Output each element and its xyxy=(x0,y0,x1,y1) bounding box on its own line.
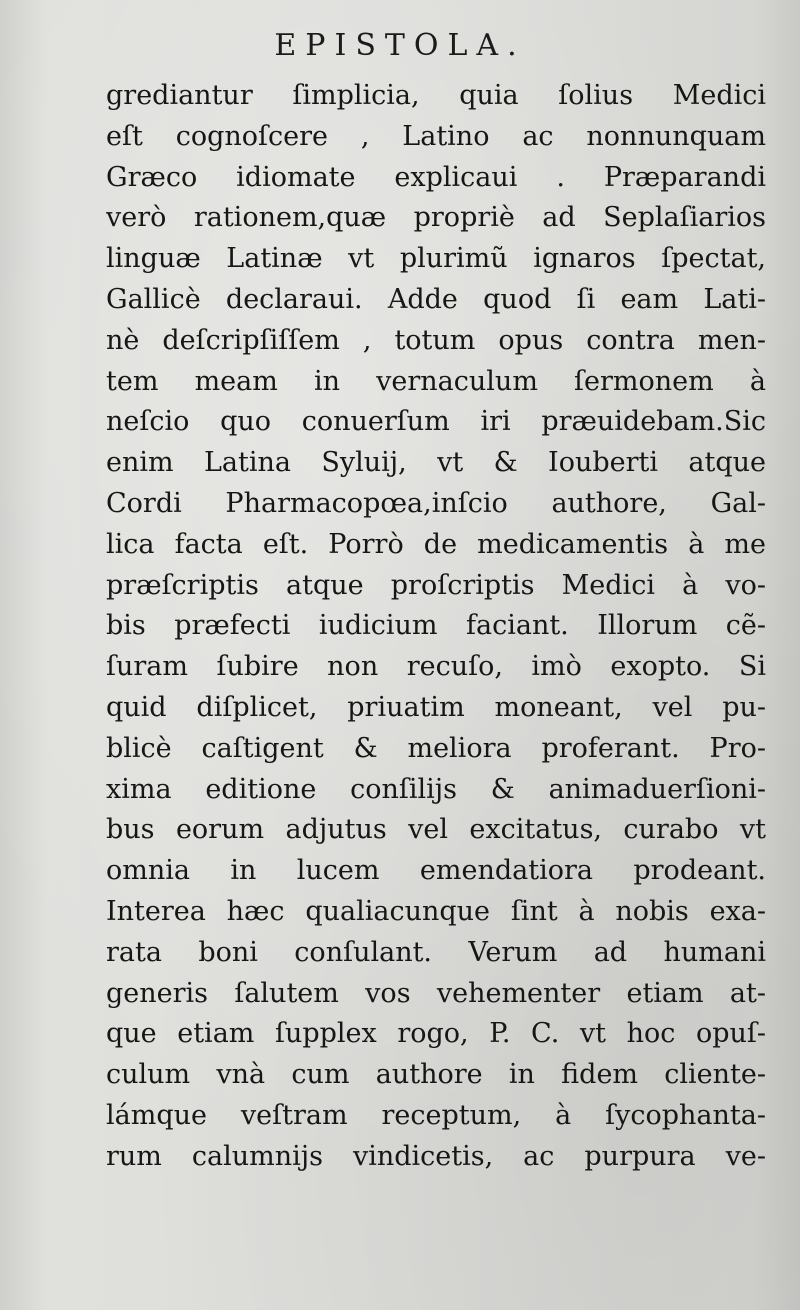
text-line: enim Latina Syluij, vt & Iouberti atque xyxy=(106,447,766,479)
text-line: lica facta eſt. Porrò de medicamentis à me xyxy=(106,528,766,560)
text-line: rum calumnijs vindicetis, ac purpura ve- xyxy=(106,1140,766,1172)
text-line: verò rationem,quæ propriè ad Seplaſiarios xyxy=(106,202,766,234)
text-line: neſcio quo conuerſum iri præuidebam.Sic xyxy=(106,406,766,438)
text-line: bus eorum adjutus vel excitatus, curabo vt xyxy=(106,814,766,846)
running-header: EPISTOLA. xyxy=(274,28,526,63)
text-line: lámque veſtram receptum, à ſycophanta- xyxy=(106,1099,766,1131)
text-line: xima editione conſilijs & animaduerſioni- xyxy=(106,773,766,805)
text-line: ſuram ſubire non recuſo, imò exopto. Si xyxy=(106,651,766,683)
text-line: que etiam ſupplex rogo, P. C. vt hoc opuſ- xyxy=(106,1018,766,1050)
text-line: nè deſcripſiſſem , totum opus contra men- xyxy=(106,324,766,356)
text-line: linguæ Latinæ vt plurimũ ignaros ſpectat, xyxy=(106,243,766,275)
text-line: bis præfecti iudicium faciant. Illorum cẽ- xyxy=(106,610,766,642)
text-line: Gallicè declaraui. Adde quod ſi eam Lati- xyxy=(106,283,766,315)
text-line: blicè caſtigent & meliora proferant. Pro- xyxy=(106,732,766,764)
text-line: eſt cognoſcere , Latino ac nonnunquam xyxy=(106,120,766,152)
text-line: præſcriptis atque proſcriptis Medici à vo- xyxy=(106,569,766,601)
text-line: generis ſalutem vos vehementer etiam at- xyxy=(106,977,766,1009)
text-line: quid diſplicet, priuatim moneant, vel pu- xyxy=(106,691,766,723)
text-line: Interea hæc qualiacunque ſint à nobis exa- xyxy=(106,895,766,927)
body-text xyxy=(106,76,766,1178)
text-line: culum vnà cum authore in fidem cliente- xyxy=(106,1059,766,1091)
text-line: omnia in lucem emendatiora prodeant. xyxy=(106,855,766,887)
text-line: rata boni conſulant. Verum ad humani xyxy=(106,936,766,968)
text-line: tem meam in vernaculum ſermonem à xyxy=(106,365,766,397)
text-line: Cordi Pharmacopœa,inſcio authore, Gal- xyxy=(106,487,766,519)
text-line: grediantur ſimplicia, quia ſolius Medici xyxy=(106,80,766,111)
text-line: Græco idiomate explicaui . Præparandi xyxy=(106,161,766,193)
